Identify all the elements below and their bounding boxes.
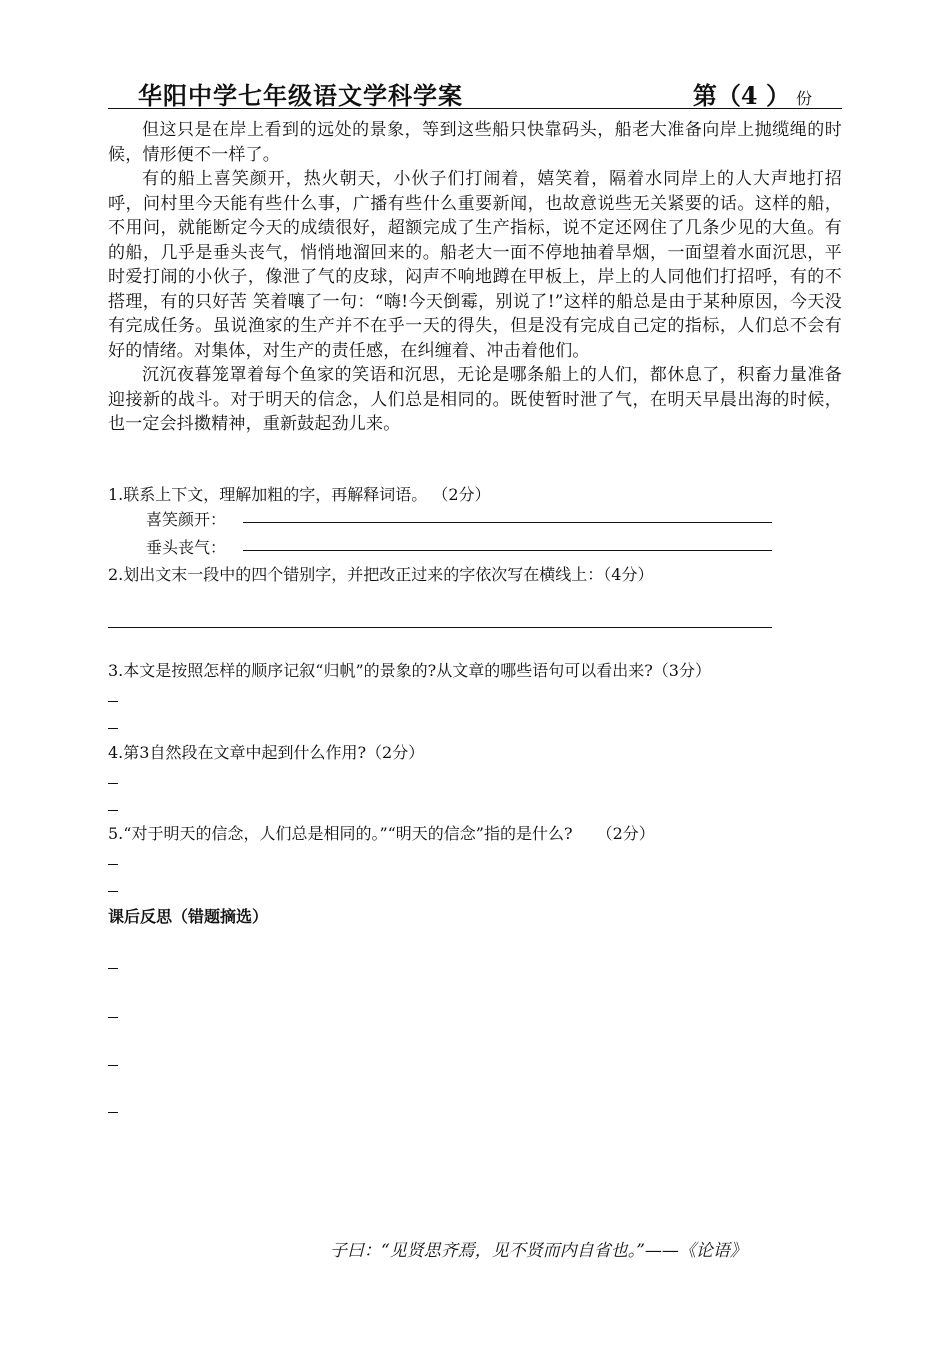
answer-line-4a[interactable] — [108, 783, 118, 784]
copy-number — [693, 76, 812, 111]
passage-paragraph: 沉沉夜暮笼罩着每个鱼家的笑语和沉思，无论是哪条船上的人们，都休息了，积畜力量准备迎接新的战斗。对于明天的信念，人们总是相同的。既使暂时泄了气，在明天早晨出海的时候，也一定会抖擞精神，重新鼓起劲儿来。 — [108, 365, 842, 434]
reflection-line[interactable] — [108, 968, 118, 969]
reading-passage — [108, 118, 842, 437]
answer-line-5a[interactable] — [108, 864, 118, 865]
question-3: 3.本文是按照怎样的顺序记叙“归帆”的景象的?从文章的哪些语句可以看出来?（3分） — [108, 661, 711, 680]
reflection-line[interactable] — [108, 1017, 118, 1018]
answer-line-3a[interactable] — [108, 701, 118, 702]
answer-line-3b[interactable] — [108, 728, 118, 729]
answer-line-2[interactable] — [108, 627, 772, 628]
answer-line-1a[interactable] — [243, 522, 772, 523]
passage-paragraph: 但这只是在岸上看到的远处的景象，等到这些船只快靠码头，船老大准备向岸上抛缆绳的时候，情形便不一样了。 — [108, 120, 842, 165]
answer-line-5b[interactable] — [108, 891, 118, 892]
question-1: 1.联系上下文，理解加粗的字，再解释词语。 （2分） — [108, 485, 491, 504]
question-5: 5.“对于明天的信念，人们总是相同的。”“明天的信念”指的是什么? （2分） — [108, 824, 655, 843]
passage-paragraph: 有的船上喜笑颜开，热火朝天，小伙子们打闹着，嬉笑着，隔着水同岸上的人大声地打招呼，问村里今天能有些什么事，广播有些什么重要新闻，也故意说些无关紧要的话。这样的船，不用问，就能断定今天的成绩很好，超额完成了生产指标，说不定还网住了几条少见的大鱼。有的船，几乎是垂头丧气，悄悄地溜回来的。船老大一面不停地抽着旱烟，一面望着水面沉思，平时爱打闹的小伙子，像泄了气的皮球，闷声不响地蹲在甲板上，岸上的人同他们打招呼，有的不搭理，有的只好苦 笑着嚷了一句：“嗨!今天倒霉，别说了!”这样的船总是由于某种原因，今天没有完成任务。虽说渔家的生产并不在乎一天的得失，但是没有完成自己定的指标，人们总不会有好的情绪。对集体，对生产的责任感，在纠缠着、冲击着他们。 — [108, 169, 842, 361]
reflection-title: 课后反思（错题摘选） — [108, 907, 269, 926]
page-header — [108, 76, 842, 109]
question-4: 4.第3自然段在文章中起到什么作用?（2分） — [108, 743, 425, 762]
question-2: 2.划出文末一段中的四个错别字，并把改正过来的字依次写在横线上：（4分） — [108, 565, 654, 584]
reflection-line[interactable] — [108, 1112, 118, 1113]
answer-line-4b[interactable] — [108, 810, 118, 811]
question-1a-label: 喜笑颜开： — [146, 510, 227, 529]
answer-line-1b[interactable] — [243, 550, 772, 551]
reflection-line[interactable] — [108, 1065, 118, 1066]
worksheet-title: 华阳中学七年级语文学科学案 — [138, 81, 463, 110]
question-1b-label: 垂头丧气： — [146, 538, 227, 557]
footer-quote: 子曰：“见贤思齐焉，见不贤而内自省也。”——《论语》 — [330, 1241, 747, 1261]
copy-number-label: 第（4 ） — [692, 81, 790, 110]
copy-number-unit: 份 — [795, 89, 812, 108]
